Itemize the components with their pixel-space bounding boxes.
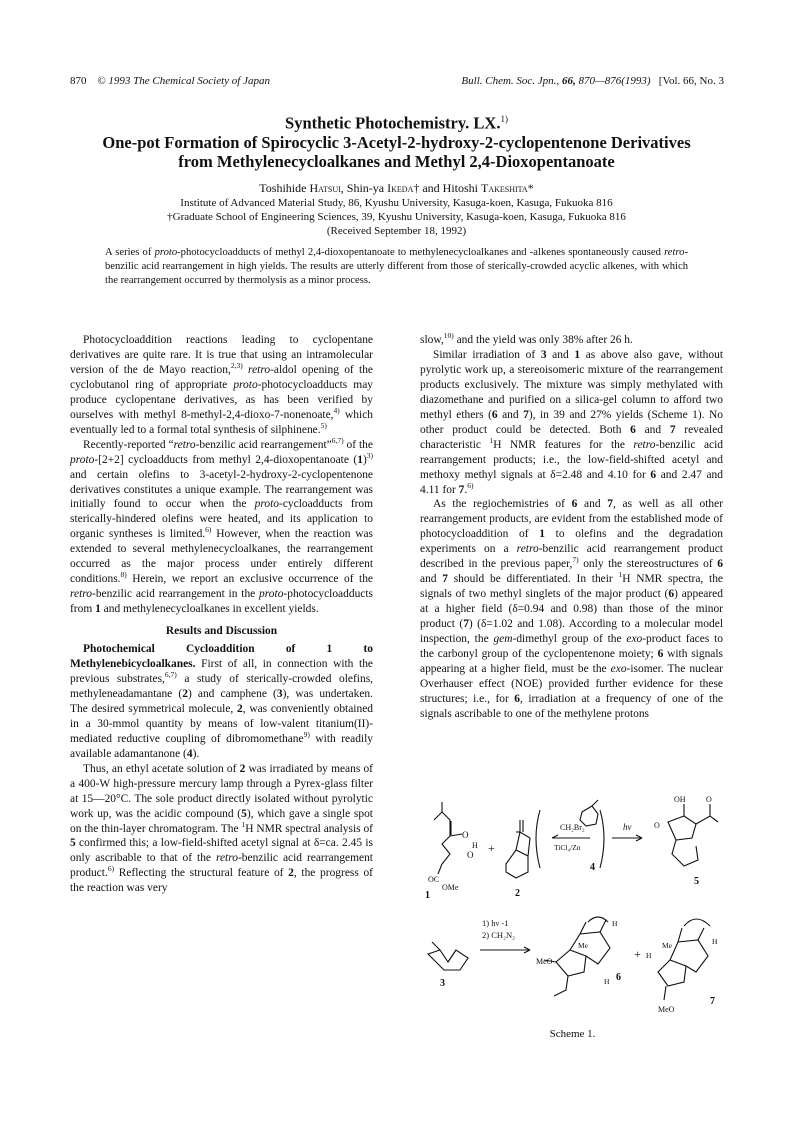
text: to olefins and the degradation experiments on a (420, 528, 723, 556)
compound-number: 1 (357, 453, 363, 466)
isotope-superscript: 1 (618, 570, 623, 580)
page-number: 870 (70, 75, 87, 87)
reaction-scheme-drawing (420, 772, 725, 1022)
series-title (40, 110, 753, 133)
reagent-dibromomethane: CH₂Br₂ (560, 823, 585, 832)
compound-label-1: 1 (425, 890, 430, 901)
affiliation-2: †Graduate School of Engineering Sciences, 39, Kyushu University, Kasuga-koen, Kasuga, Fukuoka 816 (167, 210, 626, 223)
italic-text: retro (215, 852, 238, 865)
italic-text: proto (70, 453, 95, 466)
text: H NMR spectra, the signals of two methyl singlets of the major product ( (420, 573, 723, 601)
plus-sign: + (488, 841, 495, 855)
text: , irradiation at a frequency of one of the signals ascribable to one of the methylene protons (420, 692, 724, 720)
text: and (546, 348, 575, 361)
text: revealed characteristic (420, 423, 723, 451)
italic-text: retro (70, 588, 93, 601)
text: -product faces to the carbonyl group of the cyclopentenone moiety; (420, 633, 723, 661)
text: -[2+2] cycloadducts from methyl 2,4-dioxopentanoate ( (94, 453, 358, 466)
text: should be differentiated. In their (447, 573, 619, 586)
text: slow, (420, 334, 444, 346)
reference-mark: 2,3) (230, 361, 243, 371)
reference-mark: 8) (120, 570, 127, 580)
series-title-ref: 1) (500, 114, 508, 124)
hydroxyl-label: OH (674, 795, 686, 804)
text: -photocycloadducts from (70, 588, 373, 616)
text: -benzilic acid rearrangement products; i.e., the low-field-shifted acetyl and methoxy methyl signals at δ=2.48 and 4.10 for (420, 438, 723, 481)
text: and the yield was only 38% after 26 h. (453, 334, 633, 346)
paragraph-intro-2 (70, 435, 374, 617)
italic-text: retro (248, 363, 271, 376)
text: and (420, 573, 443, 586)
text: ), which gave a single spot on the thin-layer chromatogram. The (70, 807, 373, 835)
methoxy-label: OMe (442, 883, 459, 892)
compound-6-structure (536, 917, 621, 996)
copyright-line: © 1993 The Chemical Society of Japan (97, 75, 270, 87)
italic-text: exo (610, 662, 627, 675)
page-range: 870—876(1993) (575, 75, 651, 87)
text: , the progress of the reaction was very (70, 867, 373, 895)
text: ) (δ=1.02 and 1.08). According to a molecular model inspection, the (420, 618, 723, 646)
compound-number: 7 (669, 423, 676, 436)
italic-text: exo (626, 633, 643, 646)
oxygen-label: O (462, 830, 469, 840)
text: Photocycloaddition reactions leading to cyclopentane derivatives are quite rare. It is true that using an intramolecular version of the de Mayo reaction, (70, 334, 373, 376)
volume-number: 66, (561, 75, 576, 87)
text: with readily available adamantanone ( (70, 732, 373, 760)
italic-text: proto (254, 498, 280, 511)
hydrogen-label: H (612, 919, 618, 928)
compound-2-structure (506, 820, 530, 899)
received-date: (Received September 18, 1992) (326, 224, 467, 237)
compound-number: 5 (241, 807, 247, 820)
text: ) (362, 453, 367, 466)
compound-label-5: 5 (694, 876, 699, 887)
compound-number: 6 (657, 648, 664, 661)
reference-mark: 6) (107, 864, 115, 874)
right-column (420, 333, 723, 722)
compound-number: 1 (574, 348, 581, 361)
text: was irradiated by means of a 400-W high-pressure mercury lamp through a Pyrex-glass filter at 15—20°C. The sole product directly isolated without pyrolytic work up, was the acidic compound ( (70, 762, 373, 820)
compound-number: 2 (239, 762, 246, 775)
compound-number: 7 (458, 483, 465, 496)
reference-mark: 7) (572, 555, 579, 565)
text: -benzilic acid rearrangement in the (92, 588, 260, 601)
text: -aldol opening of the cyclobutanol ring of appropriate (70, 363, 374, 391)
compound-number: 6 (491, 408, 498, 421)
compound-3-structure (428, 942, 468, 989)
compound-number: 7 (523, 408, 529, 421)
step-2-label: 2) CH₂N₂ (482, 930, 516, 940)
abstract-text: -photocycloadducts of methyl 2,4-dioxopentanoate to methylenecycloalkanes and -alkenes spontaneously caused (177, 247, 665, 258)
running-head (70, 73, 724, 89)
text: ) appeared at a higher field (δ=0.94 and 0.98) than those of the minor product ( (420, 588, 723, 631)
text: However, when the reaction was extended to several methylenecycloalkanes, the rearrangement occurred as the major process under entirely different conditions. (70, 528, 374, 586)
reference-mark: 5) (320, 420, 327, 430)
text: and 2.47 and 4.11 for (420, 468, 723, 496)
text: As the regiochemistries of (433, 498, 572, 511)
author-3-given: and Hitoshi (419, 180, 482, 195)
hydrogen-label: H (472, 841, 478, 850)
step-1-label: 1) hν -1 (482, 918, 509, 928)
paragraph-results-2 (70, 762, 373, 897)
ester-label: OC (428, 875, 440, 884)
series-title-text: Synthetic Photochemistry. LX. (285, 113, 501, 133)
compound-number: 2 (288, 867, 294, 880)
subsection-heading: Photochemical Cycloaddition of 1 to Methylenebicycloalkanes. (70, 643, 373, 671)
text: Reflecting the structural feature of (114, 867, 289, 880)
compound-number: 6 (668, 588, 675, 601)
title-block (40, 110, 753, 238)
italic-text: retro (516, 543, 539, 556)
compound-7-structure (646, 919, 718, 1014)
oxygen-label: O (706, 795, 712, 804)
compound-5-structure (654, 795, 718, 887)
compound-number: 6 (650, 468, 657, 481)
author-3-mark: * (527, 180, 534, 195)
text: which eventually led to a formal total synthesis of silphinene. (70, 408, 373, 436)
hv-label: hν (623, 822, 632, 832)
compound-label-6: 6 (616, 972, 621, 983)
journal-name: Bull. Chem. Soc. Jpn., (461, 75, 560, 87)
methoxy-label: MeO (536, 957, 553, 966)
oxygen-label: O (654, 821, 660, 830)
methyl-label: Me (578, 941, 588, 950)
abstract-text: -benzilic acid rearrangement in high yields. The results are utterly different from those of sterically-crowded acyclic alkenes, with which the rearrangement occurred by thermolysis as a minor process. (105, 247, 688, 286)
compound-number: 6 (630, 423, 636, 436)
text: and methylenecycloalkanes in excellent yields. (100, 603, 319, 616)
volume-issue: [Vol. 66, No. 3 (658, 75, 724, 87)
text: . (464, 483, 468, 496)
text: Recently-reported “ (83, 438, 174, 451)
text: , was conveniently obtained in a 30-mmol quantity by means of low-valent titanium(II)-mediated reductive coupling of dibromomethane (70, 702, 374, 745)
reference-mark: 6) (467, 480, 474, 490)
italic-text: retro (173, 438, 196, 451)
left-column (70, 333, 373, 896)
text: Similar irradiation of (433, 348, 541, 361)
abstract (105, 246, 688, 288)
compound-number: 6 (514, 692, 520, 705)
author-2-mark: † (413, 180, 420, 195)
italic-text: retro (633, 438, 656, 451)
running-head-right (461, 73, 724, 89)
reference-mark: 6,7) (331, 435, 344, 445)
compound-number: 4 (186, 747, 193, 760)
text: ), was undertaken. The desired symmetrical molecule, (70, 687, 374, 715)
scheme-caption: Scheme 1. (549, 1028, 596, 1040)
abstract-italic: retro (664, 247, 685, 258)
compound-number: 6 (717, 558, 723, 571)
methoxy-label: MeO (658, 1005, 675, 1014)
reference-mark: 3) (366, 450, 373, 460)
abstract-italic: proto (154, 247, 178, 258)
hydrogen-label: H (604, 977, 610, 986)
section-heading: Results and Discussion (165, 625, 278, 638)
text: and (577, 498, 608, 511)
author-line (40, 181, 753, 196)
author-1-family: Hatsui (309, 180, 341, 195)
plus-sign: + (634, 947, 641, 961)
paragraph-results-1 (70, 642, 373, 762)
running-head-left (70, 73, 270, 89)
text: confirmed this; a low-field-shifted acetyl signal at δ=ca. 2.45 is only ascribable to that of the (70, 837, 373, 865)
text: -dimethyl group of the (512, 633, 627, 646)
compound-number: 7 (442, 573, 448, 586)
text: ) and camphene ( (187, 687, 277, 700)
compound-number: 7 (607, 498, 613, 511)
isotope-superscript: 1 (489, 435, 494, 445)
compound-number: 6 (571, 498, 578, 511)
compound-number: 2 (237, 702, 243, 715)
reference-mark: 6) (205, 525, 212, 535)
irradiation-arrow (612, 822, 642, 841)
author-1-given: Toshihide (259, 180, 310, 195)
hydrogen-label: H (646, 951, 652, 960)
compound-number: 1 (539, 528, 545, 541)
paragraph-continued (420, 333, 723, 348)
text: only the stereostructures of (578, 558, 718, 571)
compound-label-4: 4 (590, 862, 595, 873)
text: of the (343, 438, 373, 451)
paragraph-intro-1 (70, 333, 373, 438)
reference-mark: 10) (443, 331, 454, 341)
text: -benzilic acid rearrangement” (195, 438, 332, 451)
text: First of all, in connection with the previous substrates, (70, 658, 373, 685)
text: Herein, we report an exclusive occurrence of the (126, 573, 373, 586)
compound-label-7: 7 (710, 996, 715, 1007)
affiliation-1: Institute of Advanced Material Study, 86, Kyushu University, Kasuga-koen, Kasuga, Fukuoka 816 (180, 196, 613, 209)
compound-label-3: 3 (440, 978, 445, 989)
reference-mark: 4) (333, 405, 340, 415)
compound-number: 3 (540, 348, 547, 361)
two-step-arrow (480, 918, 530, 953)
text: as above also gave, without pyrolytic work up, a stereoisomeric mixture of the rearrangement products exclusively. The mixture was simply methylated with diazomethane and purified on a silica-gel column to afford two methyl ethers ( (420, 348, 724, 421)
author-3-family: Takeshita (481, 180, 528, 195)
author-2-family: Ikeda (387, 180, 414, 195)
text: with signals appearing at a higher field, must be the (420, 648, 724, 675)
author-2-given: , Shin-ya (340, 180, 388, 195)
oxygen-label: O (467, 850, 474, 860)
text: -benzilic acid rearrangement product described in the previous paper, (420, 543, 723, 571)
reference-mark: 9) (303, 729, 310, 739)
compound-number: 5 (70, 837, 76, 850)
paragraph-stereochemistry (420, 497, 723, 721)
italic-text: gem (493, 633, 513, 646)
scheme-1 (420, 772, 725, 1040)
text: -isomer. The nuclear Overhauser effect (NOE) provided further evidence for these structures; i.e., for (420, 662, 723, 705)
abstract-text: A series of (105, 247, 155, 258)
text: Thus, an ethyl acetate solution of (83, 762, 240, 775)
paragraph-camphene (420, 348, 723, 498)
text: and (497, 408, 524, 421)
compound-label-2: 2 (515, 888, 520, 899)
text: H NMR spectral analysis of (245, 822, 373, 835)
text: -benzilic acid rearrangement product. (70, 852, 373, 880)
text: ). (192, 747, 200, 760)
article-title-line-2: from Methylenecycloalkanes and Methyl 2,4-Dioxopentanoate (178, 151, 615, 171)
compound-number: 7 (463, 618, 469, 631)
text: , as well as all other rearrangement products, are evident from the established mode of photocycloaddition of (420, 498, 724, 541)
text: and (635, 423, 670, 436)
text: -photocycloadducts may produce cyclopentane derivatives, as has been verified by ourselves with methyl 8-methyl-2,4-dioxo-7-nonenoate, (70, 378, 373, 421)
reagent-bracket (536, 800, 604, 873)
compound-number: 3 (276, 687, 283, 700)
text: a study of sterically-crowded olefins, methyleneadamantane ( (70, 672, 373, 700)
text: and certain olefins to 3-acetyl-2-hydroxy-2-cyclopentenone derivatives constitutes a unique example. The rearrangement was initially found to occur when the (70, 468, 373, 511)
compound-number: 2 (182, 687, 188, 700)
italic-text: proto (259, 588, 284, 601)
text: -cycloadducts from sterically-hindered olefins were heated, and its application to organic syntheses is limited. (70, 498, 374, 541)
article-title-line-1: One-pot Formation of Spirocyclic 3-Acetyl-2-hydroxy-2-cyclopentenone Derivatives (102, 132, 691, 152)
methyl-label: Me (662, 941, 672, 950)
compound-1-structure (425, 802, 478, 901)
compound-number: 1 (95, 603, 101, 616)
hydrogen-label: H (712, 937, 718, 946)
text: ), in 39 and 27% yields (Scheme 1). No other product could be detected. Both (420, 408, 724, 436)
reagent-ticl4-zn: TiCl₄/Zn (554, 843, 581, 852)
italic-text: proto (233, 378, 258, 391)
text: H NMR features for the (493, 438, 634, 451)
reference-mark: 6,7) (164, 670, 177, 680)
isotope-superscript: 1 (241, 819, 246, 829)
